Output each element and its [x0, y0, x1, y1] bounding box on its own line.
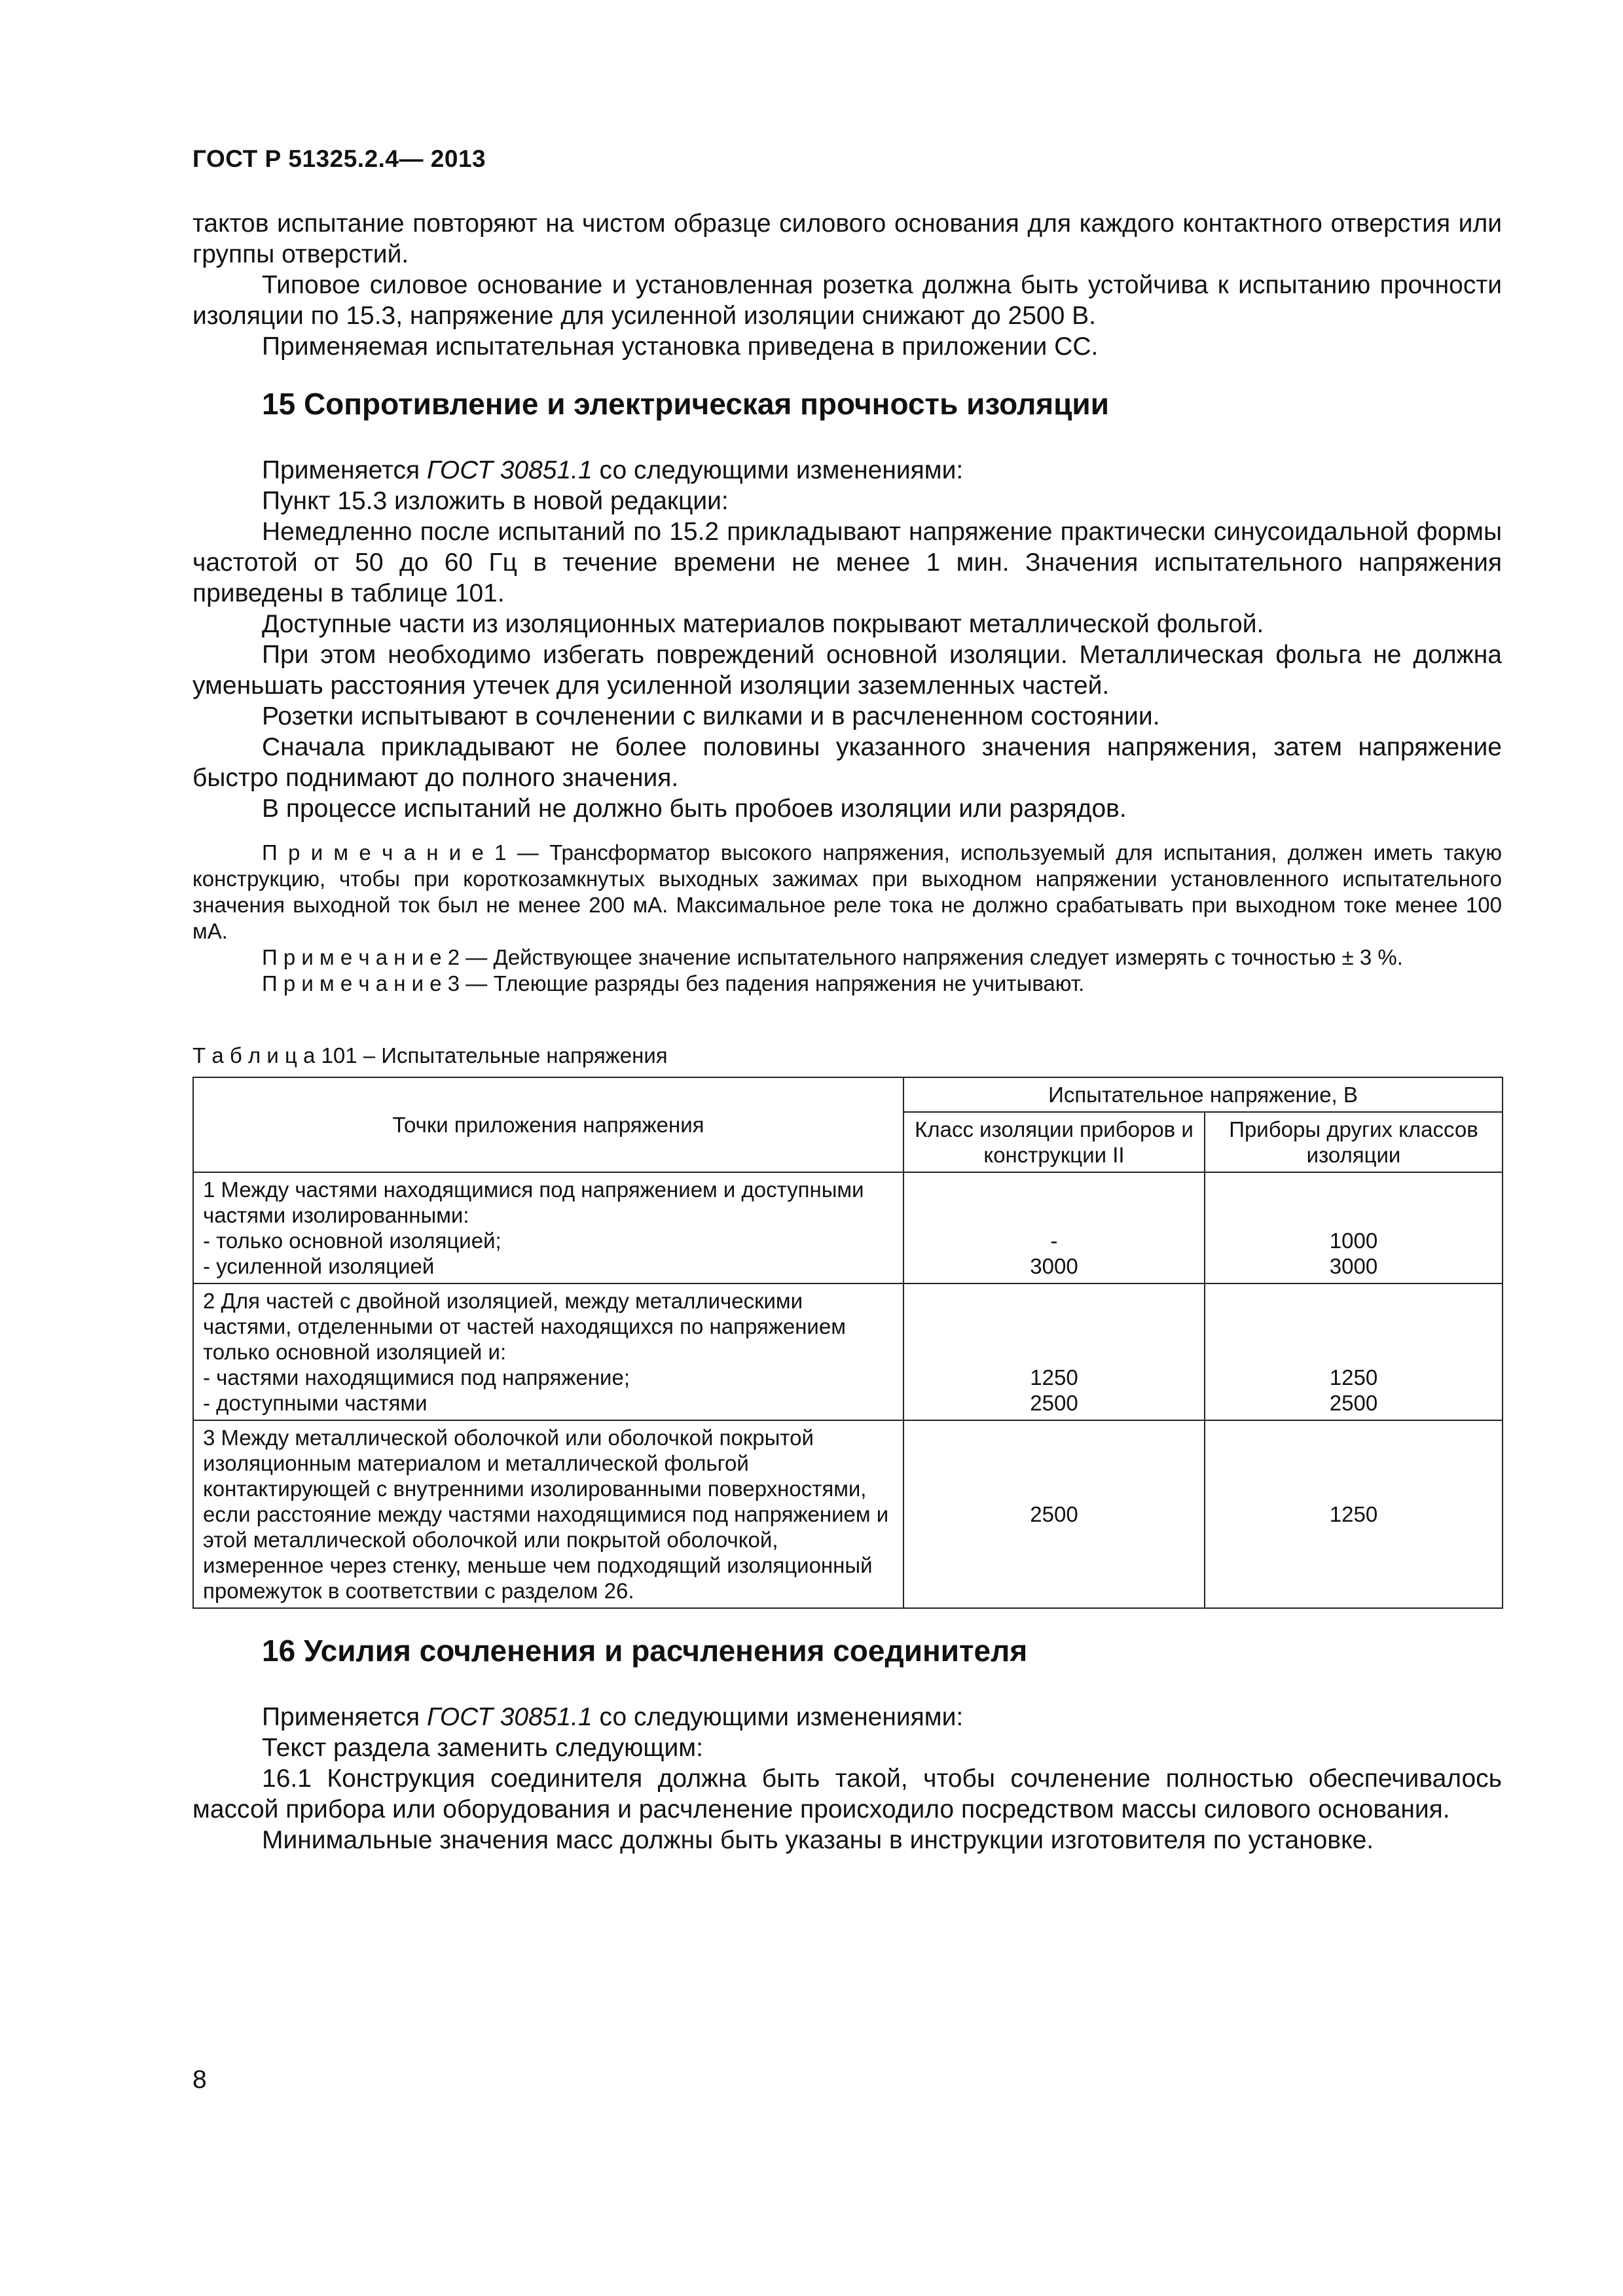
section-16-paragraph-2: Текст раздела заменить следующим: — [262, 1734, 703, 1762]
col-header-class-ii: Класс изоляции приборов и конструкции II — [903, 1112, 1205, 1172]
table-row — [193, 1172, 1503, 1283]
row-2-desc-line: - доступными частями — [203, 1391, 428, 1415]
table-caption — [192, 1043, 1502, 1069]
section-15-paragraph-8: В процессе испытаний не должно быть пробоев изоляции или разрядов. — [262, 795, 1127, 823]
note-1 — [192, 840, 1502, 944]
row-1-class-ii-value: - — [1050, 1229, 1058, 1253]
intro-paragraph-2: Типовое силовое основание и установленная розетка должна быть устойчива к испытанию прочности изоляции по 15.3, напряжение для усиленной изоляции снижают до 2500 В. — [192, 271, 1502, 330]
row-2-desc-line: - частями находящимися под напряжение; — [203, 1365, 630, 1390]
row-2-description — [193, 1283, 903, 1420]
note-1-text: — Трансформатор высокого напряжения, используемый для испытания, должен иметь такую конструкцию, чтобы при короткозамкнутых выходных зажимах при выходном напряжении установленного испытательного значения выходной ток был не менее 200 мА. Максимальное реле тока не должно срабатывать при выходном токе менее 100 мА. — [192, 840, 1502, 943]
table-row — [193, 1420, 1503, 1608]
note-2 — [192, 944, 1502, 971]
section-16-paragraph-4: Минимальные значения масс должны быть указаны в инструкции изготовителя по установке. — [262, 1826, 1374, 1854]
note-2-text: — Действующее значение испытательного напряжения следует измерять с точностью ± 3 %. — [460, 945, 1403, 969]
intro-paragraph-1: тактов испытание повторяют на чистом образце силового основания для каждого контактного отверстия или группы отверстий. — [192, 209, 1502, 268]
page-number: 8 — [192, 2066, 207, 2094]
row-2-class-ii-value: 2500 — [1030, 1391, 1078, 1415]
section-15-paragraph-3: Немедленно после испытаний по 15.2 прикладывают напряжение практически синусоидальной формы частотой от 50 до 60 Гц в течение времени не менее 1 мин. Значения испытательного напряжения приведены в таблице 101. — [192, 518, 1502, 607]
section-16-paragraph-3: 16.1 Конструкция соединителя должна быть такой, чтобы сочленение полностью обеспечивалось массой прибора или оборудования и расчленение происходило посредством массы силового основания. — [192, 1765, 1502, 1823]
table-header-row-1 — [193, 1077, 1503, 1112]
intro-paragraph-3: Применяемая испытательная установка приведена в приложении СС. — [262, 332, 1099, 361]
applies-prefix: Применяется — [262, 456, 427, 484]
row-2-other-value: 2500 — [1329, 1391, 1378, 1415]
row-1-other-value: 1000 — [1329, 1229, 1378, 1253]
row-1-desc-line: - усиленной изоляцией — [203, 1254, 435, 1278]
row-3-class-ii-value: 2500 — [1030, 1502, 1078, 1526]
applies-suffix: со следующими изменениями: — [592, 1703, 964, 1731]
section-15-paragraph-7: Сначала прикладывают не более половины указанного значения напряжения, затем напряжение быстро поднимают до полного значения. — [192, 733, 1502, 792]
row-3-class-ii-values — [903, 1420, 1205, 1608]
section-15-paragraph-6: Розетки испытывают в сочленении с вилками и в расчлененном состоянии. — [262, 702, 1160, 730]
note-3-text: — Тлеющие разряды без падения напряжения не учитывают. — [460, 971, 1085, 996]
col-group-header-test-voltage: Испытательное напряжение, В — [903, 1077, 1503, 1112]
row-1-other-values — [1205, 1172, 1503, 1283]
row-2-other-values — [1205, 1283, 1503, 1420]
row-1-desc-line: - только основной изоляцией; — [203, 1229, 501, 1253]
standard-reference: ГОСТ 30851.1 — [426, 1703, 593, 1731]
section-16-applies — [192, 1702, 1502, 1732]
section-15-paragraph-2: Пункт 15.3 изложить в новой редакции: — [262, 487, 729, 515]
table-caption-label: Т а б л и ц а — [192, 1043, 316, 1067]
note-1-label: П р и м е ч а н и е 1 — [262, 840, 507, 865]
applies-prefix: Применяется — [262, 1703, 427, 1731]
test-voltage-table — [192, 1077, 1503, 1609]
row-1-class-ii-values — [903, 1172, 1205, 1283]
row-3-other-value: 1250 — [1329, 1502, 1378, 1526]
row-3-other-values — [1205, 1420, 1503, 1608]
row-2-other-value: 1250 — [1329, 1365, 1378, 1390]
row-2-class-ii-values — [903, 1283, 1205, 1420]
row-3-desc-line: 3 Между металлической оболочкой или оболочкой покрытой изоляционным материалом и металлической фольгой контактирующей с внутренними изолированными поверхностями, если расстояние между частями находящимися под напряжением и этой металлической оболочкой или покрытой оболочкой, измеренное через стенку, меньше чем подходящий изоляционный промежуток в соответствии с разделом 26. — [203, 1426, 889, 1603]
col-header-application-points: Точки приложения напряжения — [193, 1077, 903, 1172]
row-1-description — [193, 1172, 903, 1283]
notes-block — [192, 840, 1502, 997]
section-15-paragraph-5: При этом необходимо избегать повреждений основной изоляции. Металлическая фольга не должна уменьшать расстояния утечек для усиленной изоляции заземленных частей. — [192, 641, 1502, 700]
row-1-other-value: 3000 — [1329, 1254, 1378, 1278]
note-3 — [192, 971, 1502, 997]
note-2-label: П р и м е ч а н и е 2 — [262, 945, 460, 969]
table-row — [193, 1283, 1503, 1420]
row-3-description — [193, 1420, 903, 1608]
standard-header: ГОСТ Р 51325.2.4— 2013 — [192, 145, 486, 172]
section-16-heading: 16 Усилия сочленения и расчленения соединителя — [262, 1634, 1028, 1668]
row-1-desc-line: 1 Между частями находящимися под напряжением и доступными частями изолированными: — [203, 1177, 864, 1227]
table-caption-text: 101 – Испытательные напряжения — [315, 1043, 668, 1067]
page-content — [192, 208, 1502, 1856]
row-2-class-ii-value: 1250 — [1030, 1365, 1078, 1390]
row-2-desc-line: 2 Для частей с двойной изоляцией, между металлическими частями, отделенными от частей находящихся по напряжением только основной изоляцией и: — [203, 1289, 846, 1364]
standard-reference: ГОСТ 30851.1 — [426, 456, 593, 484]
section-15-applies — [192, 455, 1502, 486]
col-header-other-classes: Приборы других классов изоляции — [1205, 1112, 1503, 1172]
section-15-heading: 15 Сопротивление и электрическая прочность изоляции — [262, 387, 1109, 421]
section-15-paragraph-4: Доступные части из изоляционных материалов покрывают металлической фольгой. — [262, 610, 1264, 638]
note-3-label: П р и м е ч а н и е 3 — [262, 971, 460, 996]
row-1-class-ii-value: 3000 — [1030, 1254, 1078, 1278]
applies-suffix: со следующими изменениями: — [592, 456, 964, 484]
